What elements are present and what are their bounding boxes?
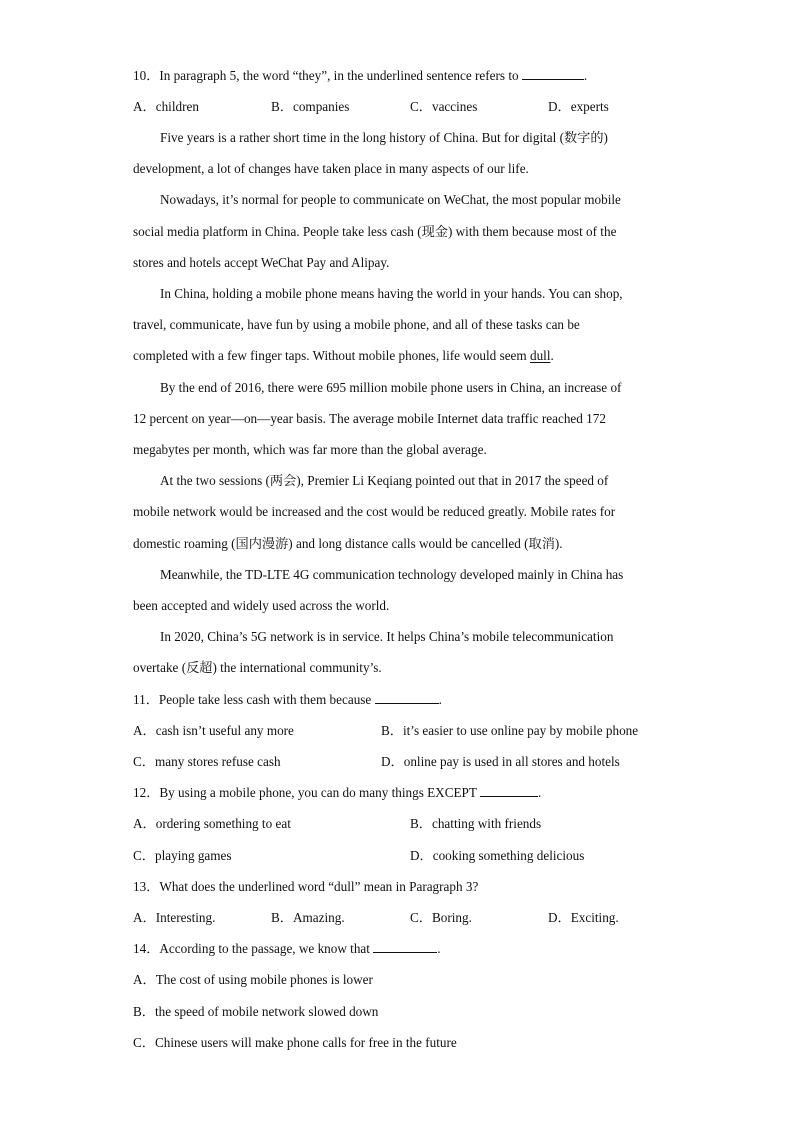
q11-stem: 11．People take less cash with them because . <box>133 692 442 707</box>
passage-line: Nowadays, it’s normal for people to communicate on WeChat, the most popular mobile <box>160 192 621 207</box>
q13-option-c[interactable]: C．Boring. <box>410 910 472 925</box>
passage-line: At the two sessions (两会), Premier Li Keqiang pointed out that in 2017 the speed of <box>160 473 609 488</box>
q14-stem: 14．According to the passage, we know that . <box>133 941 441 956</box>
passage-line: travel, communicate, have fun by using a mobile phone, and all of these tasks can be <box>133 317 580 332</box>
q10-option-a[interactable]: A．children <box>133 99 199 114</box>
q11-blank <box>375 692 439 704</box>
q12-option-c[interactable]: C．playing games <box>133 848 232 863</box>
passage-line: overtake (反超) the international community’s. <box>133 660 382 675</box>
q13-option-b[interactable]: B．Amazing. <box>271 910 345 925</box>
q12-option-d[interactable]: D．cooking something delicious <box>410 848 585 863</box>
passage-line: megabytes per month, which was far more than the global average. <box>133 442 487 457</box>
q11-option-b[interactable]: B．it’s easier to use online pay by mobile phone <box>381 723 639 738</box>
q13-stem: 13．What does the underlined word “dull” mean in Paragraph 3? <box>133 879 479 894</box>
passage-line: In 2020, China’s 5G network is in service. It helps China’s mobile telecommunication <box>160 629 614 644</box>
passage-line: domestic roaming (国内漫游) and long distance calls would be cancelled (取消). <box>133 536 563 551</box>
q11-option-a[interactable]: A．cash isn’t useful any more <box>133 723 294 738</box>
q13-option-d[interactable]: D．Exciting. <box>548 910 619 925</box>
passage-line: been accepted and widely used across the world. <box>133 598 390 613</box>
passage-line: stores and hotels accept WeChat Pay and Alipay. <box>133 255 390 270</box>
q12-stem: 12．By using a mobile phone, you can do many things EXCEPT . <box>133 785 542 800</box>
q11-option-d[interactable]: D．online pay is used in all stores and hotels <box>381 754 620 769</box>
q14-option-c[interactable]: C．Chinese users will make phone calls for free in the future <box>133 1035 457 1050</box>
passage-line: development, a lot of changes have taken place in many aspects of our life. <box>133 161 529 176</box>
passage-line: mobile network would be increased and the cost would be reduced greatly. Mobile rates for <box>133 504 616 519</box>
passage-line: In China, holding a mobile phone means having the world in your hands. You can shop, <box>160 286 623 301</box>
q10-stem: 10．In paragraph 5, the word “they”, in the underlined sentence refers to . <box>133 68 588 83</box>
passage-line: Five years is a rather short time in the long history of China. But for digital (数字的) <box>160 130 608 145</box>
q10-option-c[interactable]: C．vaccines <box>410 99 478 114</box>
q12-option-a[interactable]: A．ordering something to eat <box>133 816 291 831</box>
passage-line: completed with a few finger taps. Without mobile phones, life would seem dull. <box>133 348 554 363</box>
underlined-word-dull: dull <box>529 348 551 363</box>
q12-blank <box>480 785 538 797</box>
q12-option-b[interactable]: B．chatting with friends <box>410 816 542 831</box>
q14-blank <box>373 941 437 953</box>
q11-option-c[interactable]: C．many stores refuse cash <box>133 754 281 769</box>
q10-option-d[interactable]: D．experts <box>548 99 609 114</box>
q10-blank <box>522 68 584 80</box>
passage-line: By the end of 2016, there were 695 million mobile phone users in China, an increase of <box>160 380 622 395</box>
passage-line: Meanwhile, the TD-LTE 4G communication technology developed mainly in China has <box>160 567 624 582</box>
passage-line: 12 percent on year—on—year basis. The average mobile Internet data traffic reached 172 <box>133 411 606 426</box>
q14-option-b[interactable]: B．the speed of mobile network slowed down <box>133 1004 379 1019</box>
passage-line: social media platform in China. People take less cash (现金) with them because most of the <box>133 224 617 239</box>
q13-option-a[interactable]: A．Interesting. <box>133 910 216 925</box>
q10-option-b[interactable]: B．companies <box>271 99 350 114</box>
q14-option-a[interactable]: A．The cost of using mobile phones is lower <box>133 972 373 987</box>
